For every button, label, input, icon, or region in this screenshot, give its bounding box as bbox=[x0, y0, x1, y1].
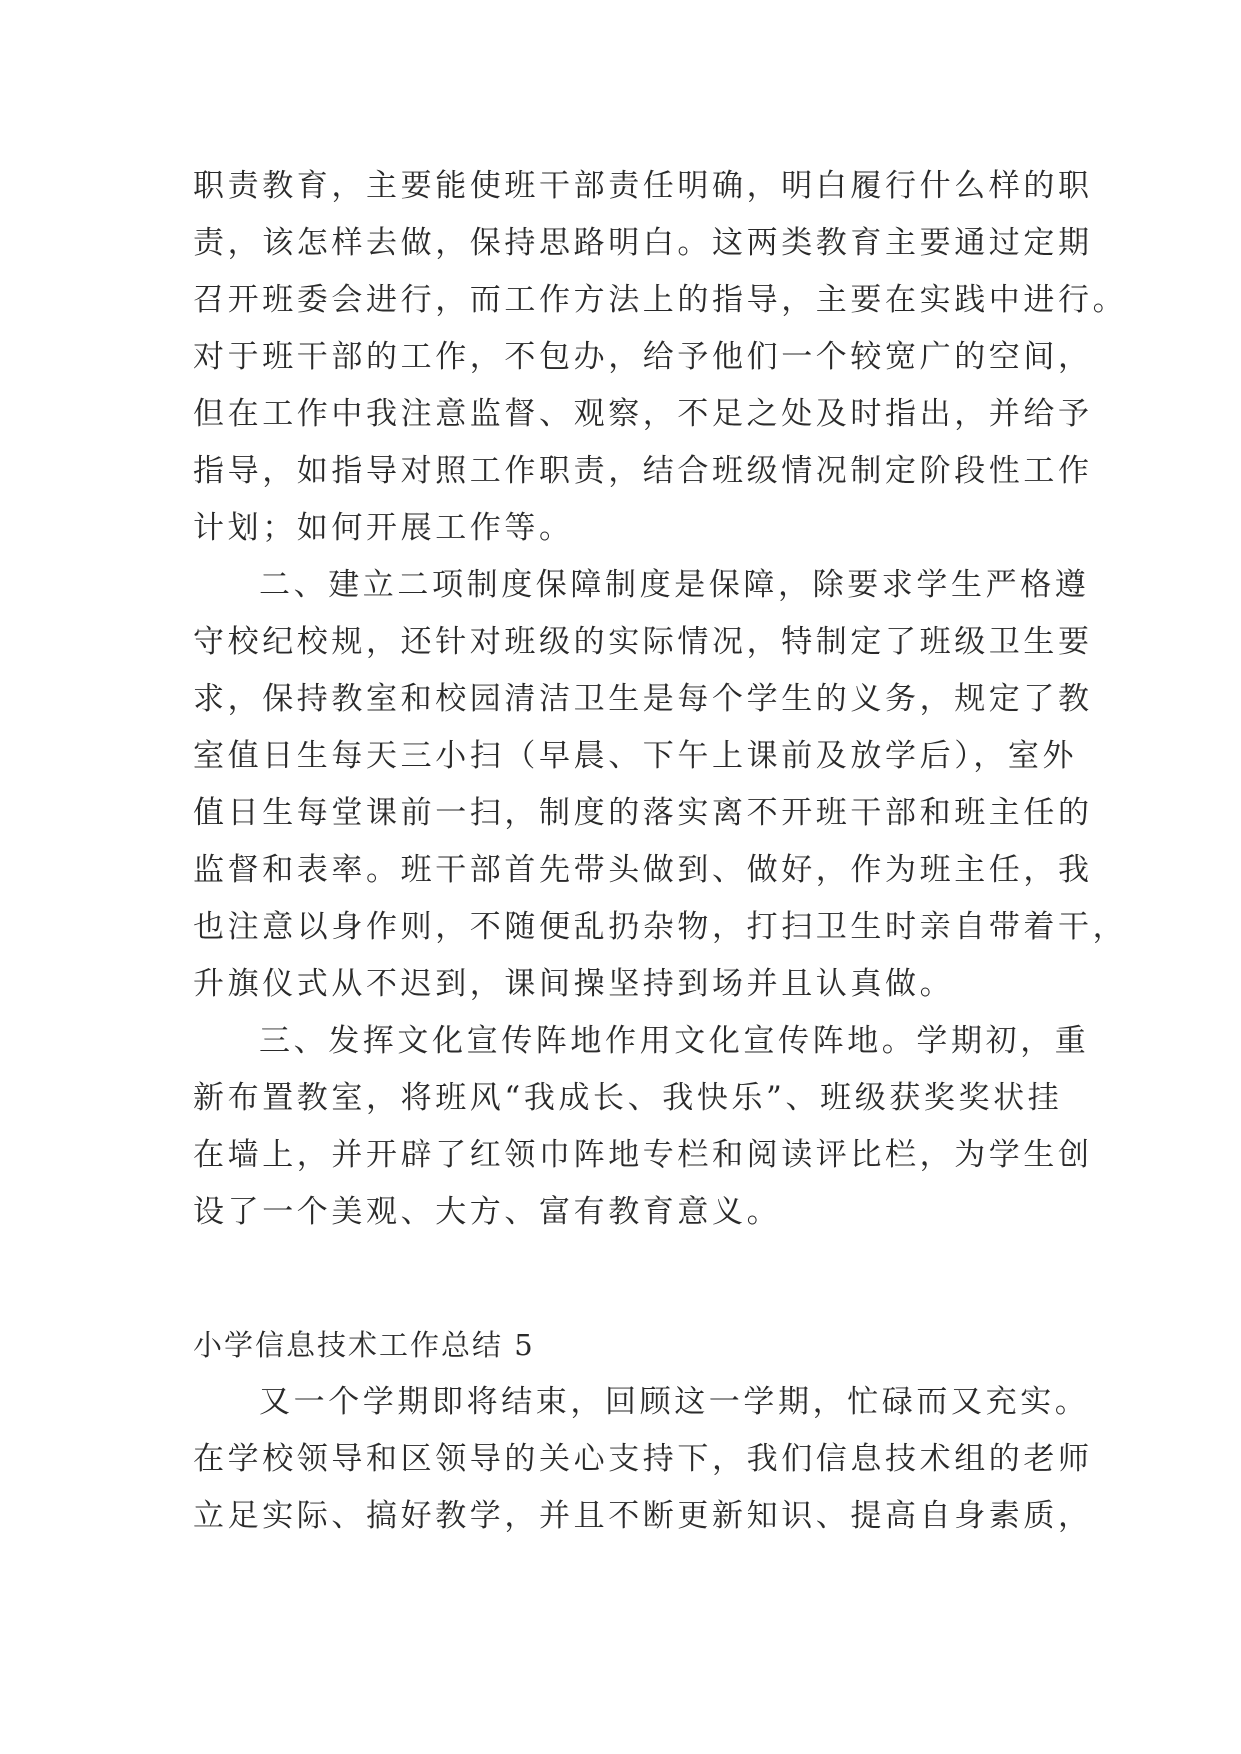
paragraph-semester-review bbox=[193, 1374, 1093, 1545]
text-line: 但在工作中我注意监督、观察，不足之处及时指出，并给予 bbox=[193, 396, 1093, 432]
text-line: 在墙上，并开辟了红领巾阵地专栏和阅读评比栏，为学生创 bbox=[193, 1137, 1093, 1173]
text-line: 在学校领导和区领导的关心支持下，我们信息技术组的老师 bbox=[193, 1441, 1093, 1477]
text-line: 新布置教室，将班风“我成长、我快乐”、班级获奖奖状挂 bbox=[193, 1080, 1063, 1116]
text-line: 二、建立二项制度保障制度是保障，除要求学生严格遵 bbox=[259, 567, 1090, 603]
text-line: 也注意以身作则，不随便乱扔杂物，打扫卫生时亲自带着干， bbox=[193, 909, 1128, 945]
text-line: 求，保持教室和校园清洁卫生是每个学生的义务，规定了教 bbox=[193, 681, 1093, 717]
text-line: 值日生每堂课前一扫，制度的落实离不开班干部和班主任的 bbox=[193, 795, 1093, 831]
text-line: 对于班干部的工作，不包办，给予他们一个较宽广的空间， bbox=[193, 339, 1093, 375]
document-body bbox=[193, 158, 1128, 1545]
text-line: 职责教育，主要能使班干部责任明确，明白履行什么样的职 bbox=[193, 168, 1093, 204]
text-line: 指导，如指导对照工作职责，结合班级情况制定阶段性工作 bbox=[193, 453, 1093, 489]
text-line: 立足实际、搞好教学，并且不断更新知识、提高自身素质， bbox=[193, 1498, 1093, 1534]
paragraph-two-systems bbox=[193, 557, 1128, 1013]
text-line: 责，该怎样去做，保持思路明白。这两类教育主要通过定期 bbox=[193, 225, 1093, 261]
text-line: 计划；如何开展工作等。 bbox=[193, 510, 574, 546]
text-line: 守校纪校规，还针对班级的实际情况，特制定了班级卫生要 bbox=[193, 624, 1093, 660]
text-line: 监督和表率。班干部首先带头做到、做好，作为班主任，我 bbox=[193, 852, 1093, 888]
text-line: 设了一个美观、大方、富有教育意义。 bbox=[193, 1194, 782, 1230]
text-line: 召开班委会进行，而工作方法上的指导，主要在实践中进行。 bbox=[193, 282, 1128, 318]
text-line: 升旗仪式从不迟到，课间操坚持到场并且认真做。 bbox=[193, 966, 955, 1002]
paragraph-class-cadre-education bbox=[193, 158, 1128, 557]
section-spacer bbox=[193, 1241, 1053, 1317]
text-line: 又一个学期即将结束，回顾这一学期，忙碌而又充实。 bbox=[259, 1384, 1090, 1420]
text-line: 三、发挥文化宣传阵地作用文化宣传阵地。学期初，重 bbox=[259, 1023, 1090, 1059]
section-heading: 小学信息技术工作总结 5 bbox=[193, 1328, 535, 1362]
text-line: 室值日生每天三小扫（早晨、下午上课前及放学后），室外 bbox=[193, 738, 1078, 774]
paragraph-culture-propaganda bbox=[193, 1013, 1093, 1241]
